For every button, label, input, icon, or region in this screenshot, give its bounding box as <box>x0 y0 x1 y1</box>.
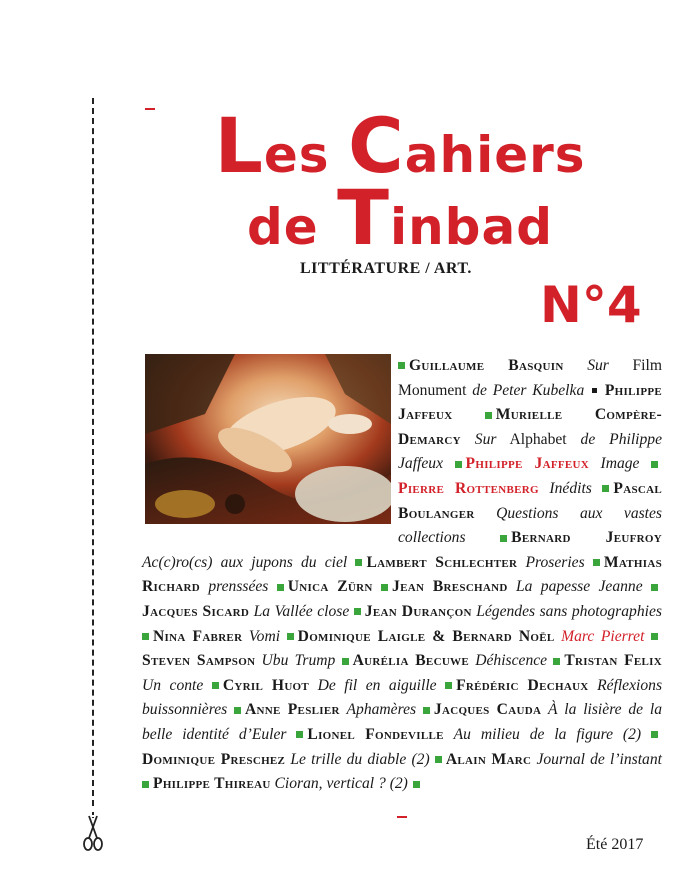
work-title: de Peter Kubelka <box>472 381 585 399</box>
work-title: De fil en aiguille <box>317 676 437 694</box>
green-bullet <box>296 731 303 738</box>
work-title: La papesse Jeanne <box>515 578 643 596</box>
title-line-1 <box>140 101 660 190</box>
image-spacer <box>142 354 398 542</box>
scissors-icon <box>82 812 104 852</box>
work-title: Ubu Trump <box>261 652 336 670</box>
author-name: Frédéric Dechaux <box>456 676 589 694</box>
author-name: Lionel Fondeville <box>307 725 444 743</box>
list-item <box>381 578 643 595</box>
list-item <box>355 554 584 571</box>
work-title: Alphabet <box>496 430 581 448</box>
work-title: Inédits <box>549 479 592 497</box>
author-name: Philippe Jaffeux <box>398 381 662 424</box>
work-title: Proseries <box>525 553 585 571</box>
list-item <box>296 726 641 743</box>
title-word: inbad <box>389 198 553 256</box>
work-title: Marc Pierret <box>561 627 645 645</box>
title-word: es <box>263 126 348 184</box>
green-bullet <box>485 412 492 419</box>
author-name: Jacques Cauda <box>433 701 542 719</box>
author-name: Cyril Huot <box>222 676 310 694</box>
list-item <box>435 751 662 768</box>
work-title: Ac(c)ro(cs) aux jupons du ciel <box>142 553 348 571</box>
title-word: ahiers <box>404 126 586 184</box>
green-bullet <box>651 633 658 640</box>
list-item <box>342 652 548 669</box>
work-title: Au milieu de la figure (2) <box>453 725 642 743</box>
title-word: de <box>246 198 338 256</box>
table-of-contents <box>142 354 662 797</box>
work-title: prenssées <box>208 578 269 596</box>
work-title: Film Monument <box>398 357 662 399</box>
work-title: Le trille du diable (2) <box>290 750 430 768</box>
author-name: Steven Sampson <box>142 652 256 670</box>
title-letter: T <box>337 173 390 262</box>
work-title: Déhiscence <box>475 652 548 670</box>
list-item <box>277 578 373 595</box>
author-name: Pierre Rottenberg <box>398 479 539 497</box>
work-title: Sur <box>474 430 497 448</box>
author-name: Dominique Preschez <box>142 750 286 768</box>
work-title: Un conte <box>142 676 204 694</box>
green-bullet <box>602 485 609 492</box>
list-item <box>287 628 645 645</box>
title-line-2 <box>140 173 660 262</box>
author-name: Jean Durançon <box>364 602 472 620</box>
green-bullet <box>435 756 442 763</box>
author-name: Murielle Compère-Demarcy <box>398 406 662 448</box>
green-bullet <box>212 682 219 689</box>
issue-date: Été 2017 <box>586 836 644 853</box>
list-item <box>234 701 416 718</box>
author-name: Alain Marc <box>445 750 532 768</box>
green-bullet <box>651 731 658 738</box>
green-bullet <box>355 559 362 566</box>
list-item <box>142 775 424 792</box>
cut-line <box>92 98 94 806</box>
subtitle: LITTÉRATURE / ART. <box>300 260 472 277</box>
author-name: Lambert Schlechter <box>366 553 518 571</box>
work-title: Cioran, vertical ? (2) <box>274 775 408 793</box>
work-title: Légendes sans photographies <box>476 602 662 620</box>
green-bullet <box>142 781 149 788</box>
work-title: Journal de l’instant <box>536 750 662 768</box>
green-bullet <box>342 658 349 665</box>
green-bullet <box>500 535 507 542</box>
green-bullet <box>234 707 241 714</box>
author-name: Anne Peslier <box>244 701 340 719</box>
author-name: Nina Fabrer <box>153 627 243 645</box>
green-bullet <box>142 633 149 640</box>
green-bullet <box>287 633 294 640</box>
green-bullet <box>651 461 658 468</box>
list-item <box>212 677 437 694</box>
green-bullet <box>553 658 560 665</box>
author-name: Guillaume Basquin <box>409 357 564 374</box>
work-title: Sur <box>587 357 609 374</box>
author-name: Pascal Boulanger <box>398 479 662 522</box>
green-bullet <box>455 461 462 468</box>
author-name: Philippe Thireau <box>153 775 271 793</box>
green-bullet <box>445 682 452 689</box>
work-title: Aphamères <box>346 701 417 719</box>
work-title: de Philippe Jaffeux <box>398 430 662 473</box>
list-item <box>354 603 662 620</box>
green-bullet <box>413 781 420 788</box>
green-bullet <box>398 362 405 369</box>
green-bullet <box>277 584 284 591</box>
author-name: Jean Breschand <box>391 578 508 596</box>
author-name: Tristan Felix <box>564 652 662 670</box>
list-item <box>142 628 280 645</box>
author-name: Mathias Richard <box>142 553 663 596</box>
author-name: Aurélia Becuwe <box>352 652 469 670</box>
green-bullet <box>354 608 361 615</box>
square-separator <box>592 388 597 393</box>
author-name: Jacques Sicard <box>142 602 250 620</box>
author-name: Dominique Laigle & Bernard Noël <box>297 627 555 645</box>
green-bullet <box>651 584 658 591</box>
green-bullet <box>593 559 600 566</box>
work-title: Questions aux vastes collections <box>398 504 663 547</box>
work-title: À la lisière de la belle identité d’Euler <box>142 701 662 743</box>
green-bullet <box>381 584 388 591</box>
title-letter: L <box>214 101 264 190</box>
work-title: Réflexions buissonnières <box>142 676 663 719</box>
author-name: Bernard Jeufroy <box>511 529 662 547</box>
author-name: Philippe Jaffeux <box>465 455 589 473</box>
work-title: Vomi <box>248 627 281 645</box>
title-letter: C <box>347 101 405 190</box>
work-title: Image <box>600 455 640 473</box>
crop-mark-bottom <box>397 816 407 818</box>
author-name: Unica Zürn <box>287 578 373 596</box>
issue-number: N°4 <box>540 276 642 334</box>
work-title: La Vallée close <box>253 602 350 620</box>
list-item <box>455 455 640 472</box>
green-bullet <box>423 707 430 714</box>
